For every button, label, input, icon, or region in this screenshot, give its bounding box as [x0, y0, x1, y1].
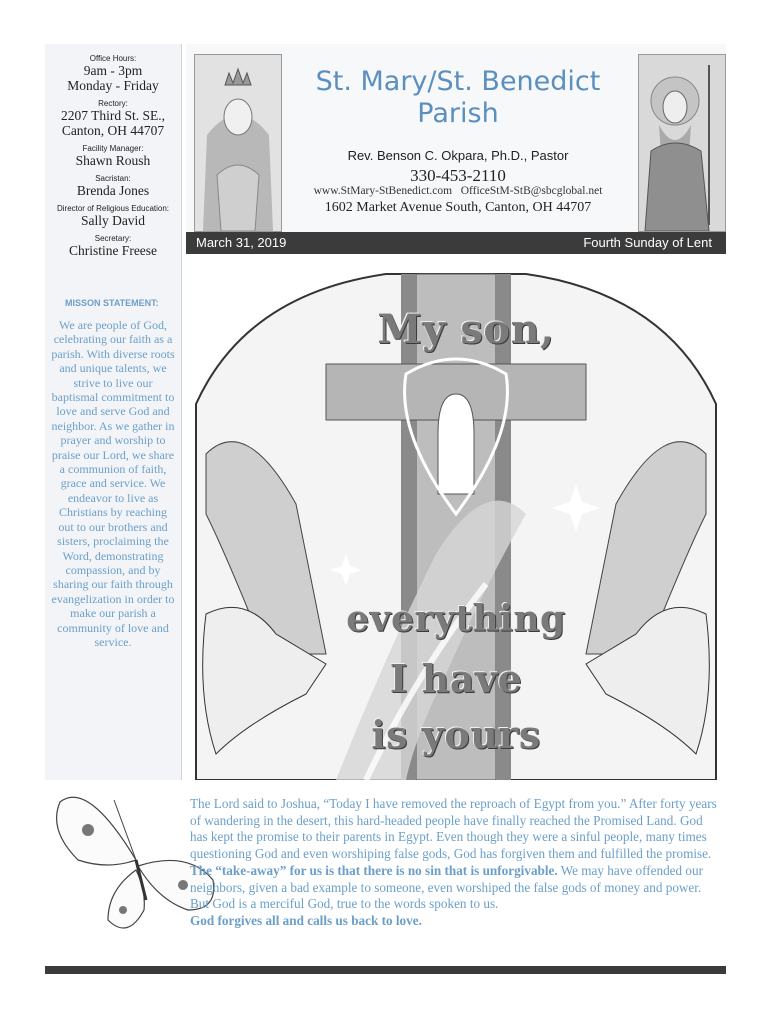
- reflection-text: [190, 796, 720, 930]
- sidebar: [45, 44, 182, 780]
- website-link[interactable]: www.StMary-StBenedict.com: [313, 185, 453, 197]
- reflection-part2: We may have offended our neighbors, given a bad example to someone, even worshiped the false gods of money and power. But God is a merciful God, true to the words spoken to us.: [190, 862, 703, 912]
- office-hours-days: Monday - Friday: [67, 78, 159, 93]
- art-line-my-son: My son,: [377, 306, 555, 353]
- mission-text: We are people of God, celebrating our faith as a parish. With diverse roots and unique talents, we strive to live our baptismal commitment to love and serve God and neighbor. As we gather in prayer and worship to praise our Lord, we share a communion of faith, grace and service. We endeavor to live as Christians by reaching out to our brothers and sisters, proclaiming the Word, demonstrating compassion, and by sharing our faith through evangelization in order to make our parish a community of love and service.: [51, 318, 175, 649]
- mission-heading: MISSON STATEMENT:: [65, 298, 159, 308]
- benedict-portrait-image: [638, 54, 726, 232]
- pastor-line: Rev. Benson C. Okpara, Ph.D., Pastor: [347, 148, 569, 163]
- bulletin-date: March 31, 2019: [196, 235, 287, 250]
- facility-name: Shawn Roush: [75, 153, 151, 168]
- cover-illustration: [186, 254, 726, 780]
- sacristan-label: Sacristan:: [95, 174, 131, 183]
- office-hours-label: Office Hours:: [89, 54, 137, 63]
- secretary-label: Secretary:: [94, 234, 132, 243]
- parish-address: 1602 Market Avenue South, Canton, OH 44707: [324, 200, 592, 215]
- secretary-name: Christine Freese: [68, 243, 158, 258]
- office-hours-time: 9am - 3pm: [83, 63, 143, 78]
- title-line2: Parish: [417, 98, 499, 129]
- title-line1: St. Mary/St. Benedict: [315, 66, 601, 97]
- reflection-bold2: God forgives all and calls us back to love.: [190, 912, 422, 928]
- art-line-is-yours: is yours: [371, 712, 541, 757]
- reflection-part1: The Lord said to Joshua, “Today I have removed the reproach of Egypt from you.” After forty years of wandering in the desert, this hard-headed people have finally reached the Promised Land. God has kept the promise to their parents in Egypt. Even though they were a sinful people, many times questioning God and even worshiping false gods, God has forgiven them and fulfilled the promise.: [190, 796, 717, 862]
- rectory-line2: Canton, OH 44707: [61, 123, 165, 138]
- art-line-everything: everything: [346, 598, 566, 640]
- phone-number: 330-453-2110: [410, 166, 506, 185]
- art-line-i-have: I have: [389, 656, 523, 701]
- parish-title: [290, 66, 626, 130]
- masthead: [186, 44, 726, 232]
- dre-name: Sally David: [80, 213, 146, 228]
- liturgical-sunday: Fourth Sunday of Lent: [583, 235, 712, 250]
- email-link[interactable]: OfficeStM-StB@sbcglobal.net: [460, 185, 603, 197]
- reflection-bold1: The “take-away” for us is that there is no sin that is unforgivable.: [190, 862, 558, 878]
- rectory-label: Rectory:: [98, 99, 128, 108]
- contact-line: [290, 185, 626, 197]
- date-bar: [186, 232, 726, 254]
- footer-bar: [45, 966, 726, 974]
- rectory-line1: 2207 Third St. SE.,: [60, 108, 165, 123]
- dre-label: Director of Religious Education:: [56, 204, 170, 213]
- mary-portrait-image: [194, 54, 282, 232]
- sacristan-name: Brenda Jones: [76, 183, 150, 198]
- facility-label: Facility Manager:: [82, 144, 144, 153]
